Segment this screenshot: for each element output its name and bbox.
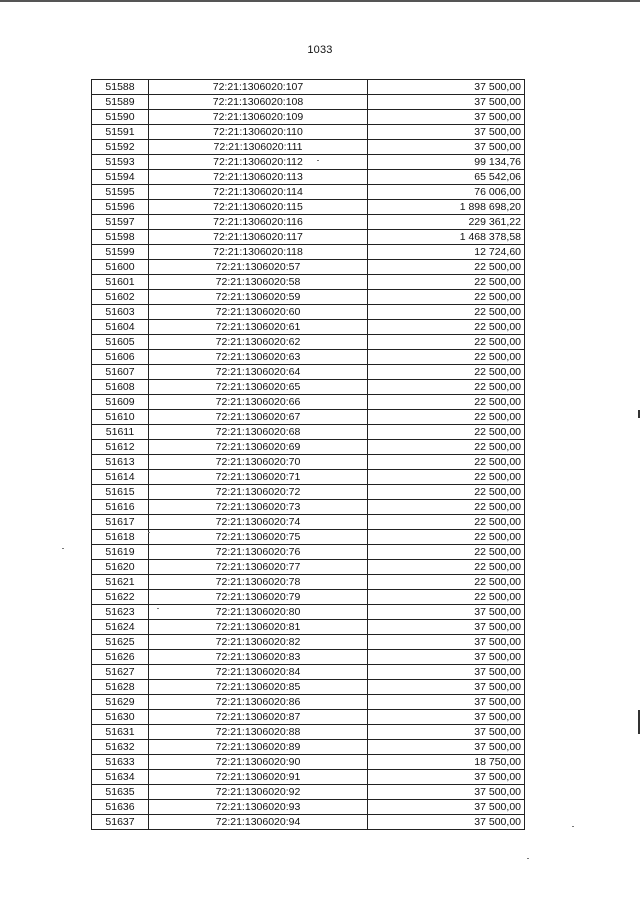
table-row <box>92 620 525 635</box>
table-row <box>92 815 525 830</box>
cadastral-number-cell: 72:21:1306020:89 <box>149 740 368 755</box>
row-number-cell: 51589 <box>92 95 149 110</box>
amount-cell: 22 500,00 <box>368 545 525 560</box>
table-row <box>92 170 525 185</box>
cadastral-number-cell: 72:21:1306020:72 <box>149 485 368 500</box>
table-row <box>92 125 525 140</box>
row-number-cell: 51596 <box>92 200 149 215</box>
row-number-cell: 51626 <box>92 650 149 665</box>
amount-cell: 22 500,00 <box>368 560 525 575</box>
amount-cell: 37 500,00 <box>368 800 525 815</box>
table-row <box>92 380 525 395</box>
row-number-cell: 51606 <box>92 350 149 365</box>
amount-cell: 22 500,00 <box>368 365 525 380</box>
row-number-cell: 51613 <box>92 455 149 470</box>
row-number-cell: 51631 <box>92 725 149 740</box>
cadastral-number-cell: 72:21:1306020:67 <box>149 410 368 425</box>
scan-speck <box>572 826 574 827</box>
amount-cell: 37 500,00 <box>368 665 525 680</box>
cadastral-number-cell: 72:21:1306020:114 <box>149 185 368 200</box>
table-row <box>92 80 525 95</box>
amount-cell: 22 500,00 <box>368 290 525 305</box>
row-number-cell: 51604 <box>92 320 149 335</box>
amount-cell: 37 500,00 <box>368 80 525 95</box>
cadastral-number-cell: 72:21:1306020:82 <box>149 635 368 650</box>
cadastral-number-cell: 72:21:1306020:107 <box>149 80 368 95</box>
amount-cell: 22 500,00 <box>368 425 525 440</box>
amount-cell: 37 500,00 <box>368 710 525 725</box>
table-row <box>92 110 525 125</box>
amount-cell: 22 500,00 <box>368 395 525 410</box>
table-row <box>92 485 525 500</box>
cadastral-number-cell: 72:21:1306020:108 <box>149 95 368 110</box>
amount-cell: 1 468 378,58 <box>368 230 525 245</box>
row-number-cell: 51611 <box>92 425 149 440</box>
row-number-cell: 51633 <box>92 755 149 770</box>
amount-cell: 37 500,00 <box>368 770 525 785</box>
table-row <box>92 335 525 350</box>
table-row <box>92 320 525 335</box>
table-row <box>92 650 525 665</box>
registry-table-body <box>92 80 525 830</box>
cadastral-number-cell: 72:21:1306020:117 <box>149 230 368 245</box>
row-number-cell: 51616 <box>92 500 149 515</box>
cadastral-number-cell: 72:21:1306020:69 <box>149 440 368 455</box>
row-number-cell: 51601 <box>92 275 149 290</box>
amount-cell: 22 500,00 <box>368 260 525 275</box>
cadastral-number-cell: 72:21:1306020:113 <box>149 170 368 185</box>
row-number-cell: 51609 <box>92 395 149 410</box>
table-row <box>92 695 525 710</box>
table-row <box>92 305 525 320</box>
row-number-cell: 51600 <box>92 260 149 275</box>
table-row <box>92 365 525 380</box>
table-row <box>92 470 525 485</box>
amount-cell: 22 500,00 <box>368 410 525 425</box>
table-row <box>92 290 525 305</box>
cadastral-number-cell: 72:21:1306020:88 <box>149 725 368 740</box>
row-number-cell: 51634 <box>92 770 149 785</box>
table-row <box>92 785 525 800</box>
table-row <box>92 560 525 575</box>
row-number-cell: 51615 <box>92 485 149 500</box>
row-number-cell: 51635 <box>92 785 149 800</box>
table-row <box>92 680 525 695</box>
table-row <box>92 740 525 755</box>
row-number-cell: 51618 <box>92 530 149 545</box>
amount-cell: 22 500,00 <box>368 500 525 515</box>
amount-cell: 37 500,00 <box>368 815 525 830</box>
cadastral-number-cell: 72:21:1306020:110 <box>149 125 368 140</box>
cadastral-number-cell: 72:21:1306020:81 <box>149 620 368 635</box>
table-row <box>92 410 525 425</box>
row-number-cell: 51620 <box>92 560 149 575</box>
cadastral-number-cell: 72:21:1306020:64 <box>149 365 368 380</box>
cadastral-number-cell: 72:21:1306020:94 <box>149 815 368 830</box>
cadastral-number-cell: 72:21:1306020:109 <box>149 110 368 125</box>
amount-cell: 37 500,00 <box>368 110 525 125</box>
table-row <box>92 590 525 605</box>
cadastral-number-cell: 72:21:1306020:92 <box>149 785 368 800</box>
amount-cell: 37 500,00 <box>368 125 525 140</box>
cadastral-number-cell: 72:21:1306020:61 <box>149 320 368 335</box>
amount-cell: 65 542,06 <box>368 170 525 185</box>
cadastral-number-cell: 72:21:1306020:74 <box>149 515 368 530</box>
amount-cell: 1 898 698,20 <box>368 200 525 215</box>
amount-cell: 37 500,00 <box>368 605 525 620</box>
row-number-cell: 51605 <box>92 335 149 350</box>
cadastral-number-cell: 72:21:1306020:66 <box>149 395 368 410</box>
table-row <box>92 275 525 290</box>
row-number-cell: 51624 <box>92 620 149 635</box>
cadastral-number-cell: 72:21:1306020:84 <box>149 665 368 680</box>
cadastral-number-cell: 72:21:1306020:91 <box>149 770 368 785</box>
row-number-cell: 51621 <box>92 575 149 590</box>
scan-speck <box>527 858 529 859</box>
table-row <box>92 515 525 530</box>
cadastral-number-cell: 72:21:1306020:57 <box>149 260 368 275</box>
cadastral-number-cell: 72:21:1306020:87 <box>149 710 368 725</box>
amount-cell: 37 500,00 <box>368 740 525 755</box>
table-row <box>92 215 525 230</box>
row-number-cell: 51598 <box>92 230 149 245</box>
cadastral-number-cell: 72:21:1306020:68 <box>149 425 368 440</box>
table-row <box>92 260 525 275</box>
table-row <box>92 155 525 170</box>
table-row <box>92 710 525 725</box>
table-row <box>92 665 525 680</box>
cadastral-number-cell: 72:21:1306020:90 <box>149 755 368 770</box>
table-row <box>92 500 525 515</box>
row-number-cell: 51617 <box>92 515 149 530</box>
table-row <box>92 245 525 260</box>
cadastral-number-cell: 72:21:1306020:70 <box>149 455 368 470</box>
row-number-cell: 51592 <box>92 140 149 155</box>
table-row <box>92 230 525 245</box>
row-number-cell: 51602 <box>92 290 149 305</box>
row-number-cell: 51610 <box>92 410 149 425</box>
scan-speck <box>157 608 159 609</box>
row-number-cell: 51614 <box>92 470 149 485</box>
amount-cell: 37 500,00 <box>368 620 525 635</box>
row-number-cell: 51628 <box>92 680 149 695</box>
table-row <box>92 635 525 650</box>
row-number-cell: 51593 <box>92 155 149 170</box>
row-number-cell: 51590 <box>92 110 149 125</box>
amount-cell: 22 500,00 <box>368 275 525 290</box>
cadastral-number-cell: 72:21:1306020:80 <box>149 605 368 620</box>
cadastral-number-cell: 72:21:1306020:85 <box>149 680 368 695</box>
table-row <box>92 725 525 740</box>
cadastral-number-cell: 72:21:1306020:58 <box>149 275 368 290</box>
table-row <box>92 95 525 110</box>
cadastral-number-cell: 72:21:1306020:86 <box>149 695 368 710</box>
amount-cell: 22 500,00 <box>368 590 525 605</box>
amount-cell: 22 500,00 <box>368 455 525 470</box>
table-row <box>92 800 525 815</box>
row-number-cell: 51622 <box>92 590 149 605</box>
cadastral-number-cell: 72:21:1306020:118 <box>149 245 368 260</box>
table-row <box>92 755 525 770</box>
cadastral-number-cell: 72:21:1306020:63 <box>149 350 368 365</box>
table-row <box>92 545 525 560</box>
amount-cell: 22 500,00 <box>368 485 525 500</box>
amount-cell: 37 500,00 <box>368 695 525 710</box>
row-number-cell: 51612 <box>92 440 149 455</box>
table-row <box>92 605 525 620</box>
row-number-cell: 51632 <box>92 740 149 755</box>
table-row <box>92 770 525 785</box>
amount-cell: 22 500,00 <box>368 530 525 545</box>
amount-cell: 37 500,00 <box>368 725 525 740</box>
cadastral-number-cell: 72:21:1306020:79 <box>149 590 368 605</box>
page-number: 1033 <box>307 44 333 56</box>
amount-cell: 37 500,00 <box>368 635 525 650</box>
cadastral-number-cell: 72:21:1306020:116 <box>149 215 368 230</box>
amount-cell: 22 500,00 <box>368 335 525 350</box>
scan-top-edge <box>0 0 640 2</box>
row-number-cell: 51619 <box>92 545 149 560</box>
registry-table <box>91 79 525 830</box>
row-number-cell: 51591 <box>92 125 149 140</box>
amount-cell: 37 500,00 <box>368 650 525 665</box>
table-row <box>92 440 525 455</box>
amount-cell: 22 500,00 <box>368 470 525 485</box>
row-number-cell: 51630 <box>92 710 149 725</box>
cadastral-number-cell: 72:21:1306020:112 <box>149 155 368 170</box>
table-row <box>92 200 525 215</box>
table-row <box>92 350 525 365</box>
row-number-cell: 51603 <box>92 305 149 320</box>
row-number-cell: 51597 <box>92 215 149 230</box>
cadastral-number-cell: 72:21:1306020:77 <box>149 560 368 575</box>
cadastral-number-cell: 72:21:1306020:60 <box>149 305 368 320</box>
row-number-cell: 51595 <box>92 185 149 200</box>
amount-cell: 22 500,00 <box>368 380 525 395</box>
table-row <box>92 140 525 155</box>
scan-speck <box>317 160 319 161</box>
table-row <box>92 530 525 545</box>
table-row <box>92 395 525 410</box>
row-number-cell: 51637 <box>92 815 149 830</box>
row-number-cell: 51627 <box>92 665 149 680</box>
table-row <box>92 185 525 200</box>
row-number-cell: 51625 <box>92 635 149 650</box>
row-number-cell: 51608 <box>92 380 149 395</box>
amount-cell: 37 500,00 <box>368 140 525 155</box>
amount-cell: 229 361,22 <box>368 215 525 230</box>
table-row <box>92 455 525 470</box>
row-number-cell: 51607 <box>92 365 149 380</box>
cadastral-number-cell: 72:21:1306020:73 <box>149 500 368 515</box>
row-number-cell: 51636 <box>92 800 149 815</box>
row-number-cell: 51599 <box>92 245 149 260</box>
row-number-cell: 51623 <box>92 605 149 620</box>
row-number-cell: 51594 <box>92 170 149 185</box>
amount-cell: 37 500,00 <box>368 95 525 110</box>
row-number-cell: 51629 <box>92 695 149 710</box>
amount-cell: 22 500,00 <box>368 440 525 455</box>
amount-cell: 22 500,00 <box>368 305 525 320</box>
amount-cell: 12 724,60 <box>368 245 525 260</box>
amount-cell: 18 750,00 <box>368 755 525 770</box>
cadastral-number-cell: 72:21:1306020:93 <box>149 800 368 815</box>
table-row <box>92 575 525 590</box>
cadastral-number-cell: 72:21:1306020:75 <box>149 530 368 545</box>
amount-cell: 37 500,00 <box>368 680 525 695</box>
amount-cell: 22 500,00 <box>368 575 525 590</box>
amount-cell: 37 500,00 <box>368 785 525 800</box>
cadastral-number-cell: 72:21:1306020:65 <box>149 380 368 395</box>
cadastral-number-cell: 72:21:1306020:62 <box>149 335 368 350</box>
amount-cell: 22 500,00 <box>368 350 525 365</box>
cadastral-number-cell: 72:21:1306020:83 <box>149 650 368 665</box>
table-row <box>92 425 525 440</box>
amount-cell: 22 500,00 <box>368 320 525 335</box>
cadastral-number-cell: 72:21:1306020:78 <box>149 575 368 590</box>
cadastral-number-cell: 72:21:1306020:115 <box>149 200 368 215</box>
scan-speck <box>148 532 150 533</box>
amount-cell: 99 134,76 <box>368 155 525 170</box>
cadastral-number-cell: 72:21:1306020:111 <box>149 140 368 155</box>
cadastral-number-cell: 72:21:1306020:59 <box>149 290 368 305</box>
amount-cell: 22 500,00 <box>368 515 525 530</box>
cadastral-number-cell: 72:21:1306020:76 <box>149 545 368 560</box>
cadastral-number-cell: 72:21:1306020:71 <box>149 470 368 485</box>
row-number-cell: 51588 <box>92 80 149 95</box>
scan-speck <box>62 548 64 549</box>
amount-cell: 76 006,00 <box>368 185 525 200</box>
